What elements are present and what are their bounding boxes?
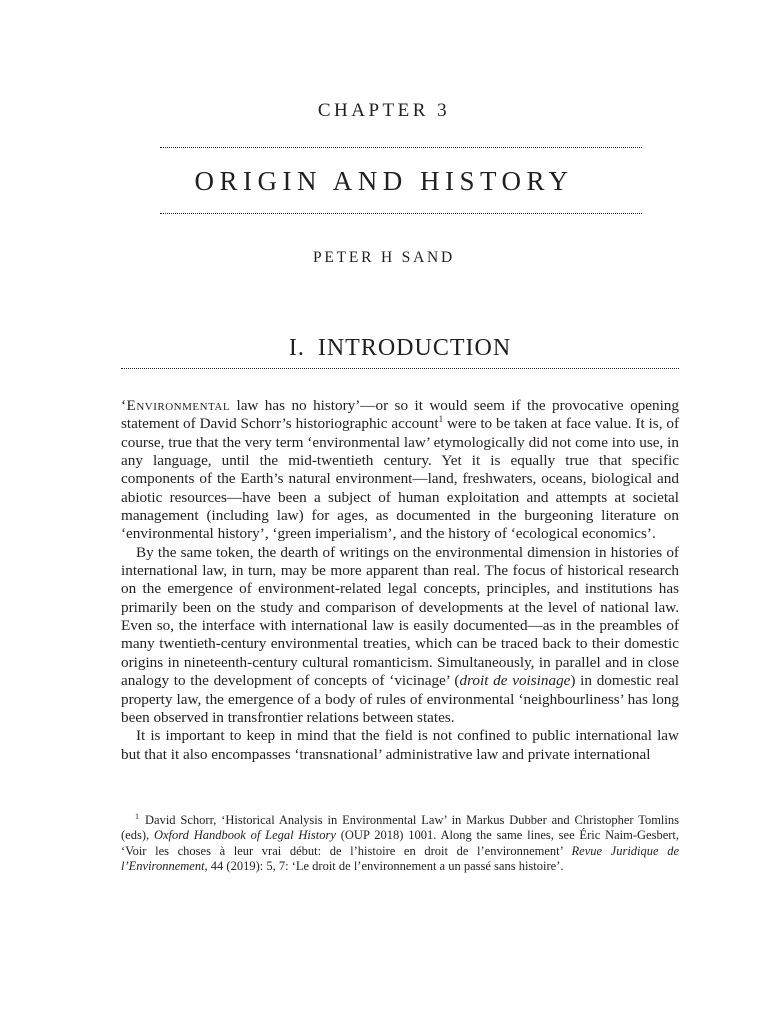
footnote-reference[interactable]: 1 <box>438 414 444 425</box>
section-rule <box>121 368 679 369</box>
section-heading: I. INTRODUCTION <box>288 335 512 361</box>
chapter-label: CHAPTER 3 <box>317 100 451 121</box>
paragraph-3: It is important to keep in mind that the field is not confined to public international law but that it also encompasses ‘transnational’ administrative law and private international <box>121 727 679 763</box>
footnote-italic-1: Oxford Handbook of Legal History <box>153 828 336 843</box>
paragraph-1-text-b: were to be taken at face value. It is, of course, true that the very term ‘environmental law’ etymologically did not come into use, in any language, until the mid-twentieth century. Yet it is equally true that specific components of the Earth’s natural environment—land, freshwaters, oceans, biological and abiotic resources—have been a subject of human exploitation and attempts at societal management (including law) for ages, as documented in the burgeoning literature on ‘environmental history’, ‘green imperialism’, and the history of ‘ecological economics’. <box>121 415 679 543</box>
footnote <box>121 813 679 874</box>
chapter-title: ORIGIN AND HISTORY <box>194 166 574 196</box>
paragraph-2-text-b: ) in domestic real property law, the emergence of a body of rules of environmental ‘neighbourliness’ has long been observed in transfrontier relations between states. <box>121 672 680 726</box>
body-text <box>121 397 679 764</box>
footnote-text-b: (OUP 2018) 1001. Along the same lines, see Éric Naim-Gesbert, ‘Voir les choses à leur vrai début: de l’histoire en droit de l’environnement’ <box>121 828 679 858</box>
dotted-rule-top <box>160 147 642 148</box>
paragraph-2-text-a: By the same token, the dearth of writings on the environmental dimension in histories of international law, in turn, may be more apparent than real. The focus of historical research on the emergence of environment-related legal concepts, principles, and institutions has primarily been on the study and comparison of developments at the level of national law. Even so, the interface with international law is easily documented—as in the preambles of many twentieth-century environmental treaties, which can be traced back to their domestic origins in nineteenth-century cultural romanticism. Simultaneously, in parallel and in close analogy to the development of concepts of ‘vicinage’ ( <box>121 543 679 690</box>
paragraph-2 <box>121 544 679 727</box>
paragraph-lead-smallcaps: ‘Environmental <box>121 397 231 414</box>
paragraph-1-text-a: law has no history’—or so it would seem if the provocative opening statement of David Schorr’s historiographic account <box>121 397 679 433</box>
dotted-rule-bottom <box>160 213 642 214</box>
footnote-text-c: , 44 (2019): 5, 7: ‘Le droit de l’environnement a un passé sans histoire’. <box>204 858 564 873</box>
footnote-text-a: David Schorr, ‘Historical Analysis in Environmental Law’ in Markus Dubber and Christopher Tomlins (eds), <box>121 813 679 843</box>
paragraph-1 <box>121 397 679 544</box>
paragraph-2-italic: droit de voisinage <box>459 672 571 690</box>
footnote-italic-2: Revue Juridique de l’Environnement <box>121 843 680 873</box>
chapter-author: PETER H SAND <box>312 249 456 266</box>
footnote-number: 1 <box>135 811 139 821</box>
